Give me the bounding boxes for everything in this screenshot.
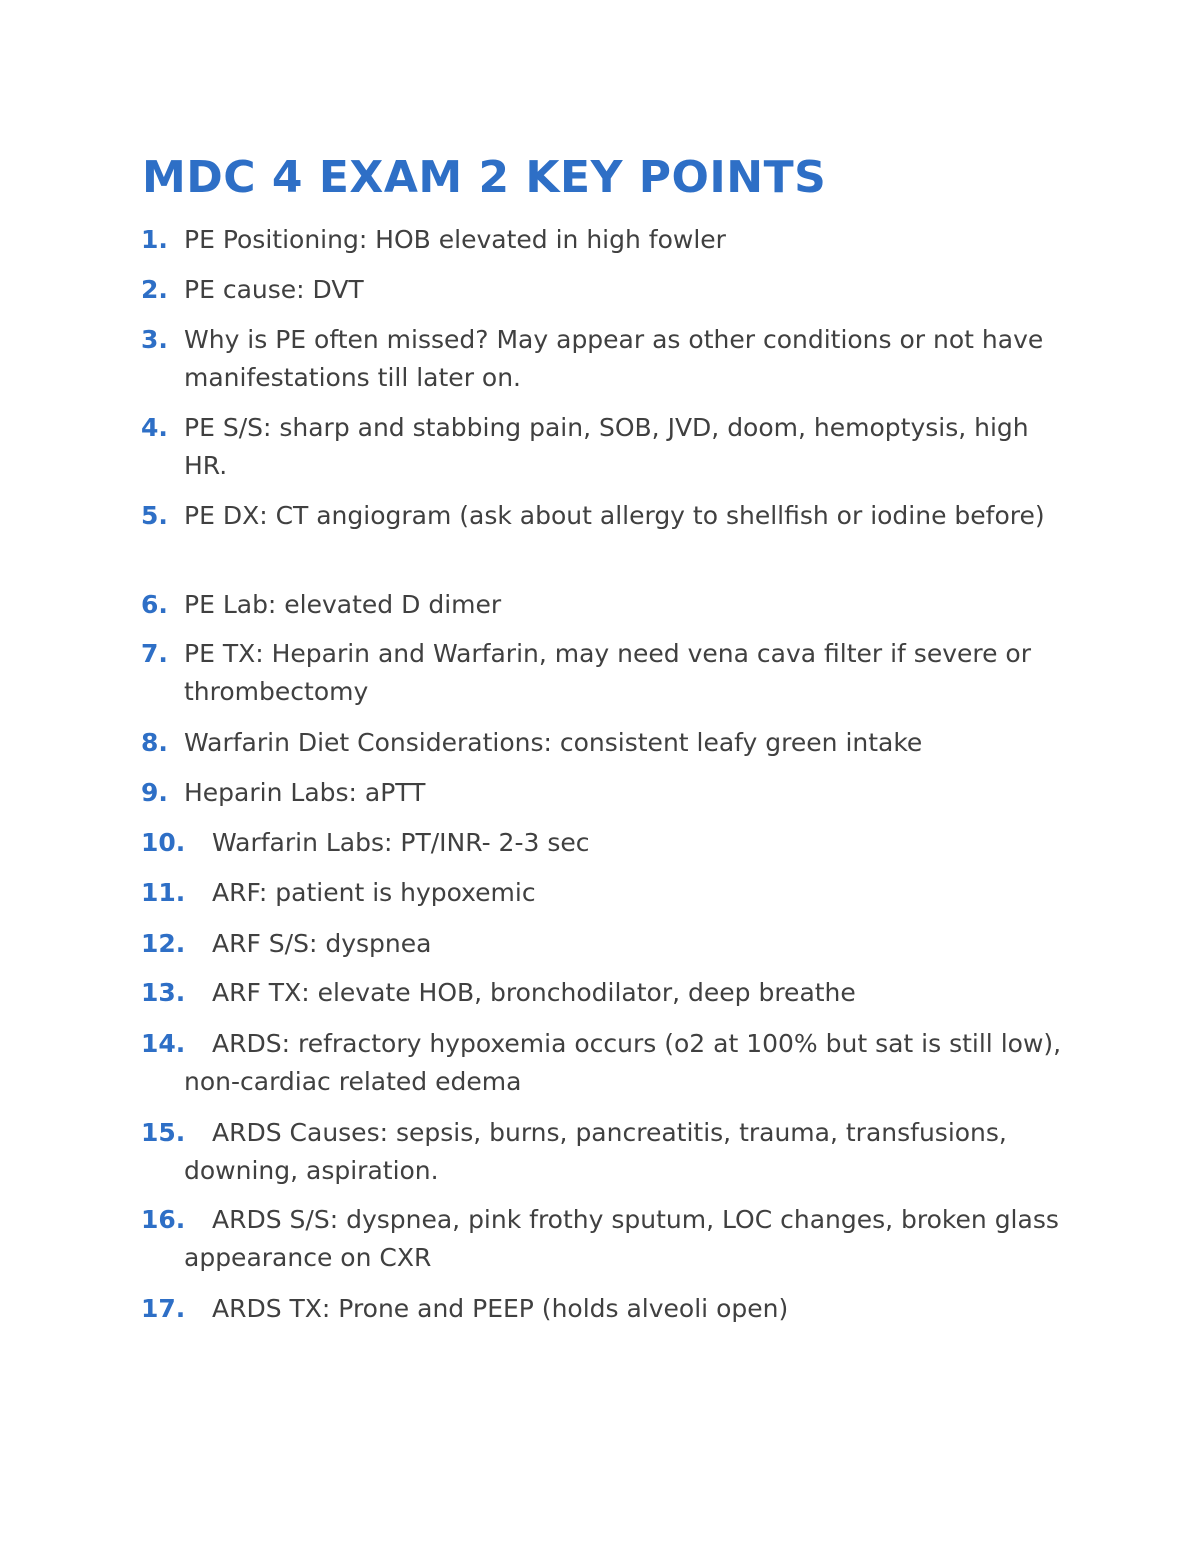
item-number: 11. bbox=[141, 878, 186, 907]
item-number: 2. bbox=[141, 275, 168, 304]
item-number: 17. bbox=[141, 1294, 186, 1323]
item-text: ARF: patient is hypoxemic bbox=[212, 878, 536, 907]
item-text: PE cause: DVT bbox=[184, 275, 364, 304]
item-text: Warfarin Labs: PT/INR- 2-3 sec bbox=[212, 828, 590, 857]
item-text: Heparin Labs: aPTT bbox=[184, 778, 426, 807]
item-number: 4. bbox=[141, 413, 168, 442]
item-number: 13. bbox=[141, 978, 186, 1007]
item-number: 14. bbox=[141, 1029, 186, 1058]
item-number: 16. bbox=[141, 1205, 186, 1234]
item-number: 12. bbox=[141, 929, 186, 958]
item-number: 10. bbox=[141, 828, 186, 857]
item-text: PE S/S: sharp and stabbing pain, SOB, JVD, doom, hemoptysis, high HR. bbox=[184, 413, 1037, 480]
document-title: MDC 4 EXAM 2 KEY POINTS bbox=[142, 152, 827, 203]
item-text: ARF S/S: dyspnea bbox=[212, 929, 432, 958]
item-number: 15. bbox=[141, 1118, 186, 1147]
item-text: Why is PE often missed? May appear as other conditions or not have manifestations till later on. bbox=[184, 325, 1052, 392]
item-text: PE TX: Heparin and Warfarin, may need vena cava filter if severe or thrombectomy bbox=[184, 639, 1039, 706]
item-text: ARF TX: elevate HOB, bronchodilator, deep breathe bbox=[212, 978, 856, 1007]
item-number: 3. bbox=[141, 325, 168, 354]
item-text: ARDS: refractory hypoxemia occurs (o2 at 100% but sat is still low), non-cardiac related edema bbox=[184, 1029, 1070, 1096]
item-text: PE Lab: elevated D dimer bbox=[184, 590, 502, 619]
item-number: 6. bbox=[141, 590, 168, 619]
item-number: 1. bbox=[141, 225, 168, 254]
item-text: ARDS Causes: sepsis, burns, pancreatitis, trauma, transfusions, downing, aspiration. bbox=[184, 1118, 1015, 1185]
item-text: PE Positioning: HOB elevated in high fowler bbox=[184, 225, 726, 254]
item-number: 5. bbox=[141, 501, 168, 530]
item-text: Warfarin Diet Considerations: consistent leafy green intake bbox=[184, 728, 923, 757]
item-number: 7. bbox=[141, 639, 168, 668]
item-text: ARDS TX: Prone and PEEP (holds alveoli open) bbox=[212, 1294, 789, 1323]
item-text: ARDS S/S: dyspnea, pink frothy sputum, LOC changes, broken glass appearance on CXR bbox=[184, 1205, 1067, 1272]
item-number: 9. bbox=[141, 778, 168, 807]
item-text: PE DX: CT angiogram (ask about allergy to shellfish or iodine before) bbox=[184, 501, 1045, 530]
item-number: 8. bbox=[141, 728, 168, 757]
